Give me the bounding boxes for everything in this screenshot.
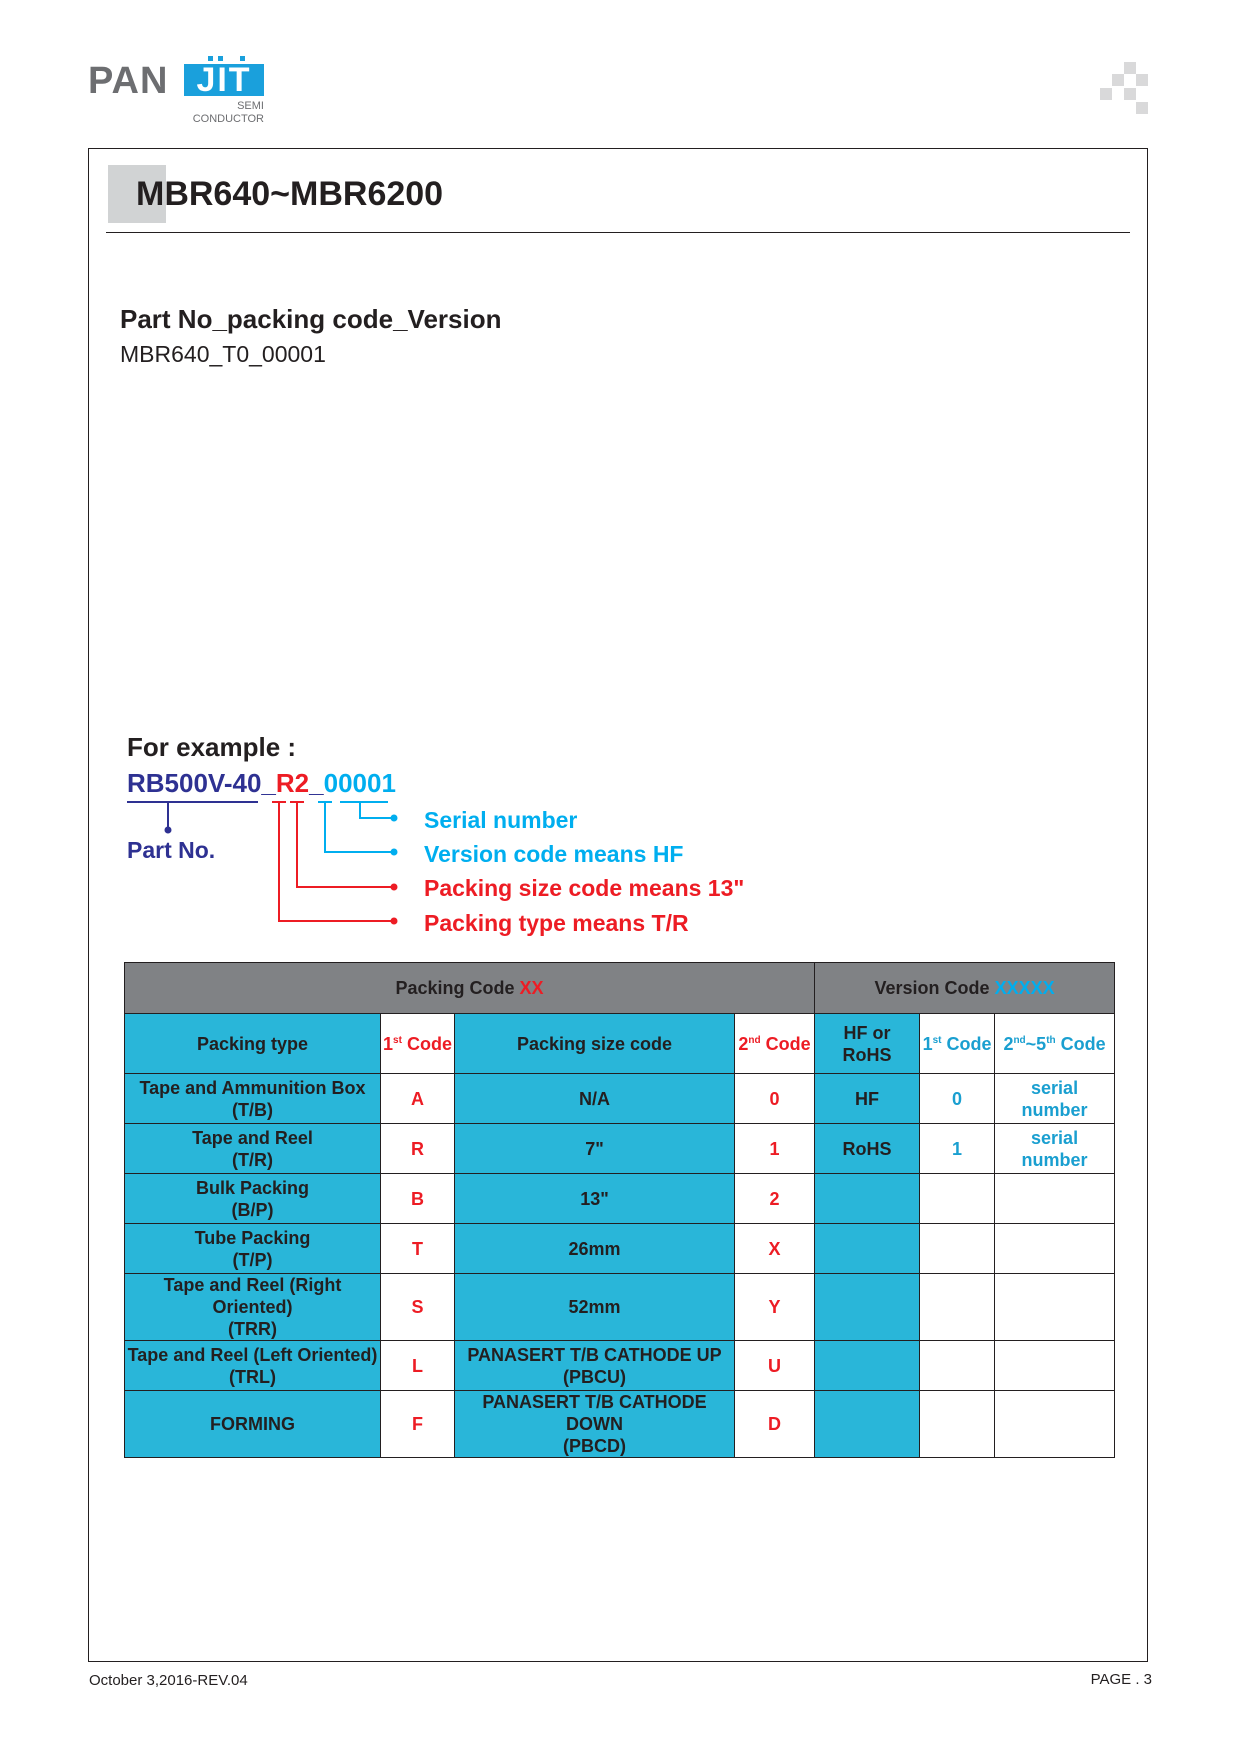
- cell-packing-type-text: Tape and Reel (Left Oriented): [127, 1344, 378, 1365]
- legend-version: Version code means HF: [424, 841, 684, 867]
- cell-packing-type: [125, 1124, 381, 1174]
- cell-version-first-code: [920, 1174, 995, 1224]
- cell-packing-size: [455, 1074, 735, 1124]
- cell-first-code: [381, 1341, 455, 1391]
- cell-hf-rohs: [815, 1174, 920, 1224]
- cell-first-code-text: A: [411, 1088, 424, 1109]
- cell-packing-type: [125, 1274, 381, 1341]
- cell-version-first-code: [920, 1224, 995, 1274]
- cell-version-serial-text: serial number: [1021, 1127, 1088, 1170]
- cell-packing-type-text: (T/R): [232, 1149, 273, 1170]
- cell-version-first-code: [920, 1341, 995, 1391]
- cell-version-first-code: [920, 1124, 995, 1174]
- cell-hf-rohs: [815, 1224, 920, 1274]
- logo-sub-line2: CONDUCTOR: [192, 113, 264, 125]
- cell-packing-type-text: (B/P): [231, 1199, 274, 1220]
- logo-brand-left: PAN: [88, 60, 169, 102]
- cell-version-serial: [995, 1274, 1115, 1341]
- cell-first-code-text: R: [411, 1138, 424, 1159]
- cell-packing-size: [455, 1274, 735, 1341]
- cell-packing-type-text: (TRR): [228, 1319, 277, 1339]
- cell-packing-size-text: 7": [585, 1138, 604, 1159]
- cell-second-code-text: U: [768, 1355, 782, 1376]
- cell-packing-type-text: (TRL): [229, 1366, 276, 1387]
- cell-version-first-code-text: 1: [952, 1138, 963, 1159]
- cell-first-code: [381, 1124, 455, 1174]
- cell-packing-type-text: Tape and Ammunition Box: [139, 1077, 366, 1098]
- table-row: [125, 1391, 1115, 1458]
- table-row: [125, 1174, 1115, 1224]
- table-header-row: [125, 963, 1115, 1014]
- cell-version-serial: [995, 1074, 1115, 1124]
- cell-packing-size: [455, 1124, 735, 1174]
- cell-packing-type-text: Bulk Packing: [195, 1177, 310, 1198]
- cell-packing-size-text: (PBCU): [563, 1366, 626, 1387]
- cell-second-code: [735, 1274, 815, 1341]
- cell-first-code-text: L: [412, 1355, 423, 1376]
- table-row: [125, 1074, 1115, 1124]
- cell-second-code: [735, 1391, 815, 1458]
- packing-code-header: Packing Code XX: [125, 963, 815, 1014]
- cell-packing-size-text: PANASERT T/B CATHODE UP: [467, 1344, 722, 1365]
- cell-packing-size: [455, 1391, 735, 1458]
- cell-packing-size-text: N/A: [579, 1088, 610, 1109]
- cell-packing-type: [125, 1224, 381, 1274]
- panjit-logo: [88, 56, 278, 132]
- cell-version-first-code-text: 0: [952, 1088, 963, 1109]
- cell-hf-rohs: [815, 1391, 920, 1458]
- cell-second-code: [735, 1074, 815, 1124]
- cell-packing-type: [125, 1341, 381, 1391]
- cell-second-code-text: 2: [769, 1188, 780, 1209]
- col-packing-type: Packing type: [125, 1014, 381, 1074]
- table-subheader-row: [125, 1014, 1115, 1074]
- cell-first-code-text: T: [412, 1238, 423, 1259]
- cell-second-code: [735, 1174, 815, 1224]
- logo-brand-right: JIT: [184, 64, 264, 96]
- example-code: [127, 768, 396, 798]
- legend-serial: Serial number: [424, 807, 578, 833]
- cell-version-serial: [995, 1224, 1115, 1274]
- packing-code-table: [124, 962, 1115, 1458]
- table-body: [125, 1074, 1115, 1458]
- cell-packing-size-text: PANASERT T/B CATHODE DOWN: [482, 1392, 707, 1434]
- cell-version-serial: [995, 1341, 1115, 1391]
- cell-second-code-text: Y: [768, 1297, 781, 1317]
- cell-version-serial: [995, 1391, 1115, 1458]
- cell-packing-type: [125, 1074, 381, 1124]
- cell-packing-size-text: 13": [580, 1188, 609, 1209]
- cell-version-first-code: [920, 1074, 995, 1124]
- logo-sub-line1: SEMI: [237, 100, 264, 112]
- legend-type: Packing type means T/R: [424, 910, 689, 936]
- cell-hf-rohs: [815, 1274, 920, 1341]
- cell-second-code-text: X: [768, 1238, 781, 1259]
- example-heading: For example :: [127, 732, 297, 762]
- col-second-code: 2nd Code: [735, 1014, 815, 1074]
- cell-packing-type-text: Tube Packing: [194, 1227, 311, 1248]
- example-part: RB500V-40: [127, 768, 262, 798]
- cell-packing-type-text: (T/B): [232, 1099, 273, 1120]
- col-first-code: 1st Code: [381, 1014, 455, 1074]
- cell-hf-rohs: [815, 1124, 920, 1174]
- cell-hf-rohs: [815, 1341, 920, 1391]
- cell-second-code-text: 1: [769, 1138, 780, 1159]
- col-packing-size: Packing size code: [455, 1014, 735, 1074]
- cell-version-first-code: [920, 1391, 995, 1458]
- cell-packing-size-text: 52mm: [568, 1297, 621, 1317]
- cell-first-code-text: S: [411, 1297, 424, 1317]
- cell-version-first-code: [920, 1274, 995, 1341]
- cell-second-code-text: 0: [769, 1088, 780, 1109]
- cell-hf-rohs-text: RoHS: [842, 1138, 892, 1159]
- col-version-first-code: 1st Code: [920, 1014, 995, 1074]
- logo-subtitle: [193, 100, 264, 126]
- cell-version-serial-text: serial number: [1021, 1077, 1088, 1120]
- cell-hf-rohs-text: HF: [855, 1088, 880, 1109]
- page-title: MBR640~MBR6200: [136, 175, 444, 213]
- title-rule: [106, 232, 1130, 233]
- example-packing: R2: [275, 768, 310, 798]
- cell-first-code-text: F: [412, 1414, 423, 1434]
- cell-packing-size: [455, 1224, 735, 1274]
- cell-packing-type-text: (T/P): [232, 1249, 273, 1270]
- cell-second-code: [735, 1124, 815, 1174]
- table-row: [125, 1274, 1115, 1341]
- cell-version-serial: [995, 1124, 1115, 1174]
- cell-first-code: [381, 1274, 455, 1341]
- table-row: [125, 1224, 1115, 1274]
- footer-date: October 3,2016-REV.04: [89, 1672, 248, 1689]
- col-version-serial-code: 2nd~5th Code: [995, 1014, 1115, 1074]
- cell-packing-size: [455, 1341, 735, 1391]
- footer-page-number: PAGE . 3: [1090, 1671, 1152, 1688]
- cell-packing-size-text: 26mm: [568, 1238, 621, 1259]
- cell-packing-type: [125, 1391, 381, 1458]
- pixel-mark-icon: [1100, 62, 1148, 118]
- table-row: [125, 1341, 1115, 1391]
- cell-first-code: [381, 1224, 455, 1274]
- table-row: [125, 1124, 1115, 1174]
- version-code-header: Version Code XXXXX: [815, 963, 1115, 1014]
- cell-hf-rohs: [815, 1074, 920, 1124]
- cell-packing-type-text: Tape and Reel (Right Oriented): [163, 1275, 342, 1317]
- col-hf-rohs: HF or RoHS: [815, 1014, 920, 1074]
- part-format-value: MBR640_T0_00001: [120, 341, 326, 367]
- part-no-label: Part No.: [127, 837, 216, 863]
- part-format-heading: Part No_packing code_Version: [120, 304, 502, 334]
- cell-packing-type-text: FORMING: [210, 1414, 295, 1434]
- cell-packing-size: [455, 1174, 735, 1224]
- example-version: 00001: [323, 768, 396, 798]
- cell-first-code-text: B: [411, 1188, 424, 1209]
- cell-packing-type: [125, 1174, 381, 1224]
- legend-size: Packing size code means 13": [424, 875, 745, 901]
- cell-second-code-text: D: [768, 1414, 782, 1434]
- cell-packing-size-text: (PBCD): [563, 1436, 626, 1456]
- example-sep2: _: [309, 768, 324, 798]
- cell-first-code: [381, 1391, 455, 1458]
- cell-packing-type-text: Tape and Reel: [192, 1127, 313, 1148]
- cell-first-code: [381, 1074, 455, 1124]
- cell-version-serial: [995, 1174, 1115, 1224]
- cell-first-code: [381, 1174, 455, 1224]
- example-sep1: _: [261, 768, 276, 798]
- cell-second-code: [735, 1341, 815, 1391]
- cell-second-code: [735, 1224, 815, 1274]
